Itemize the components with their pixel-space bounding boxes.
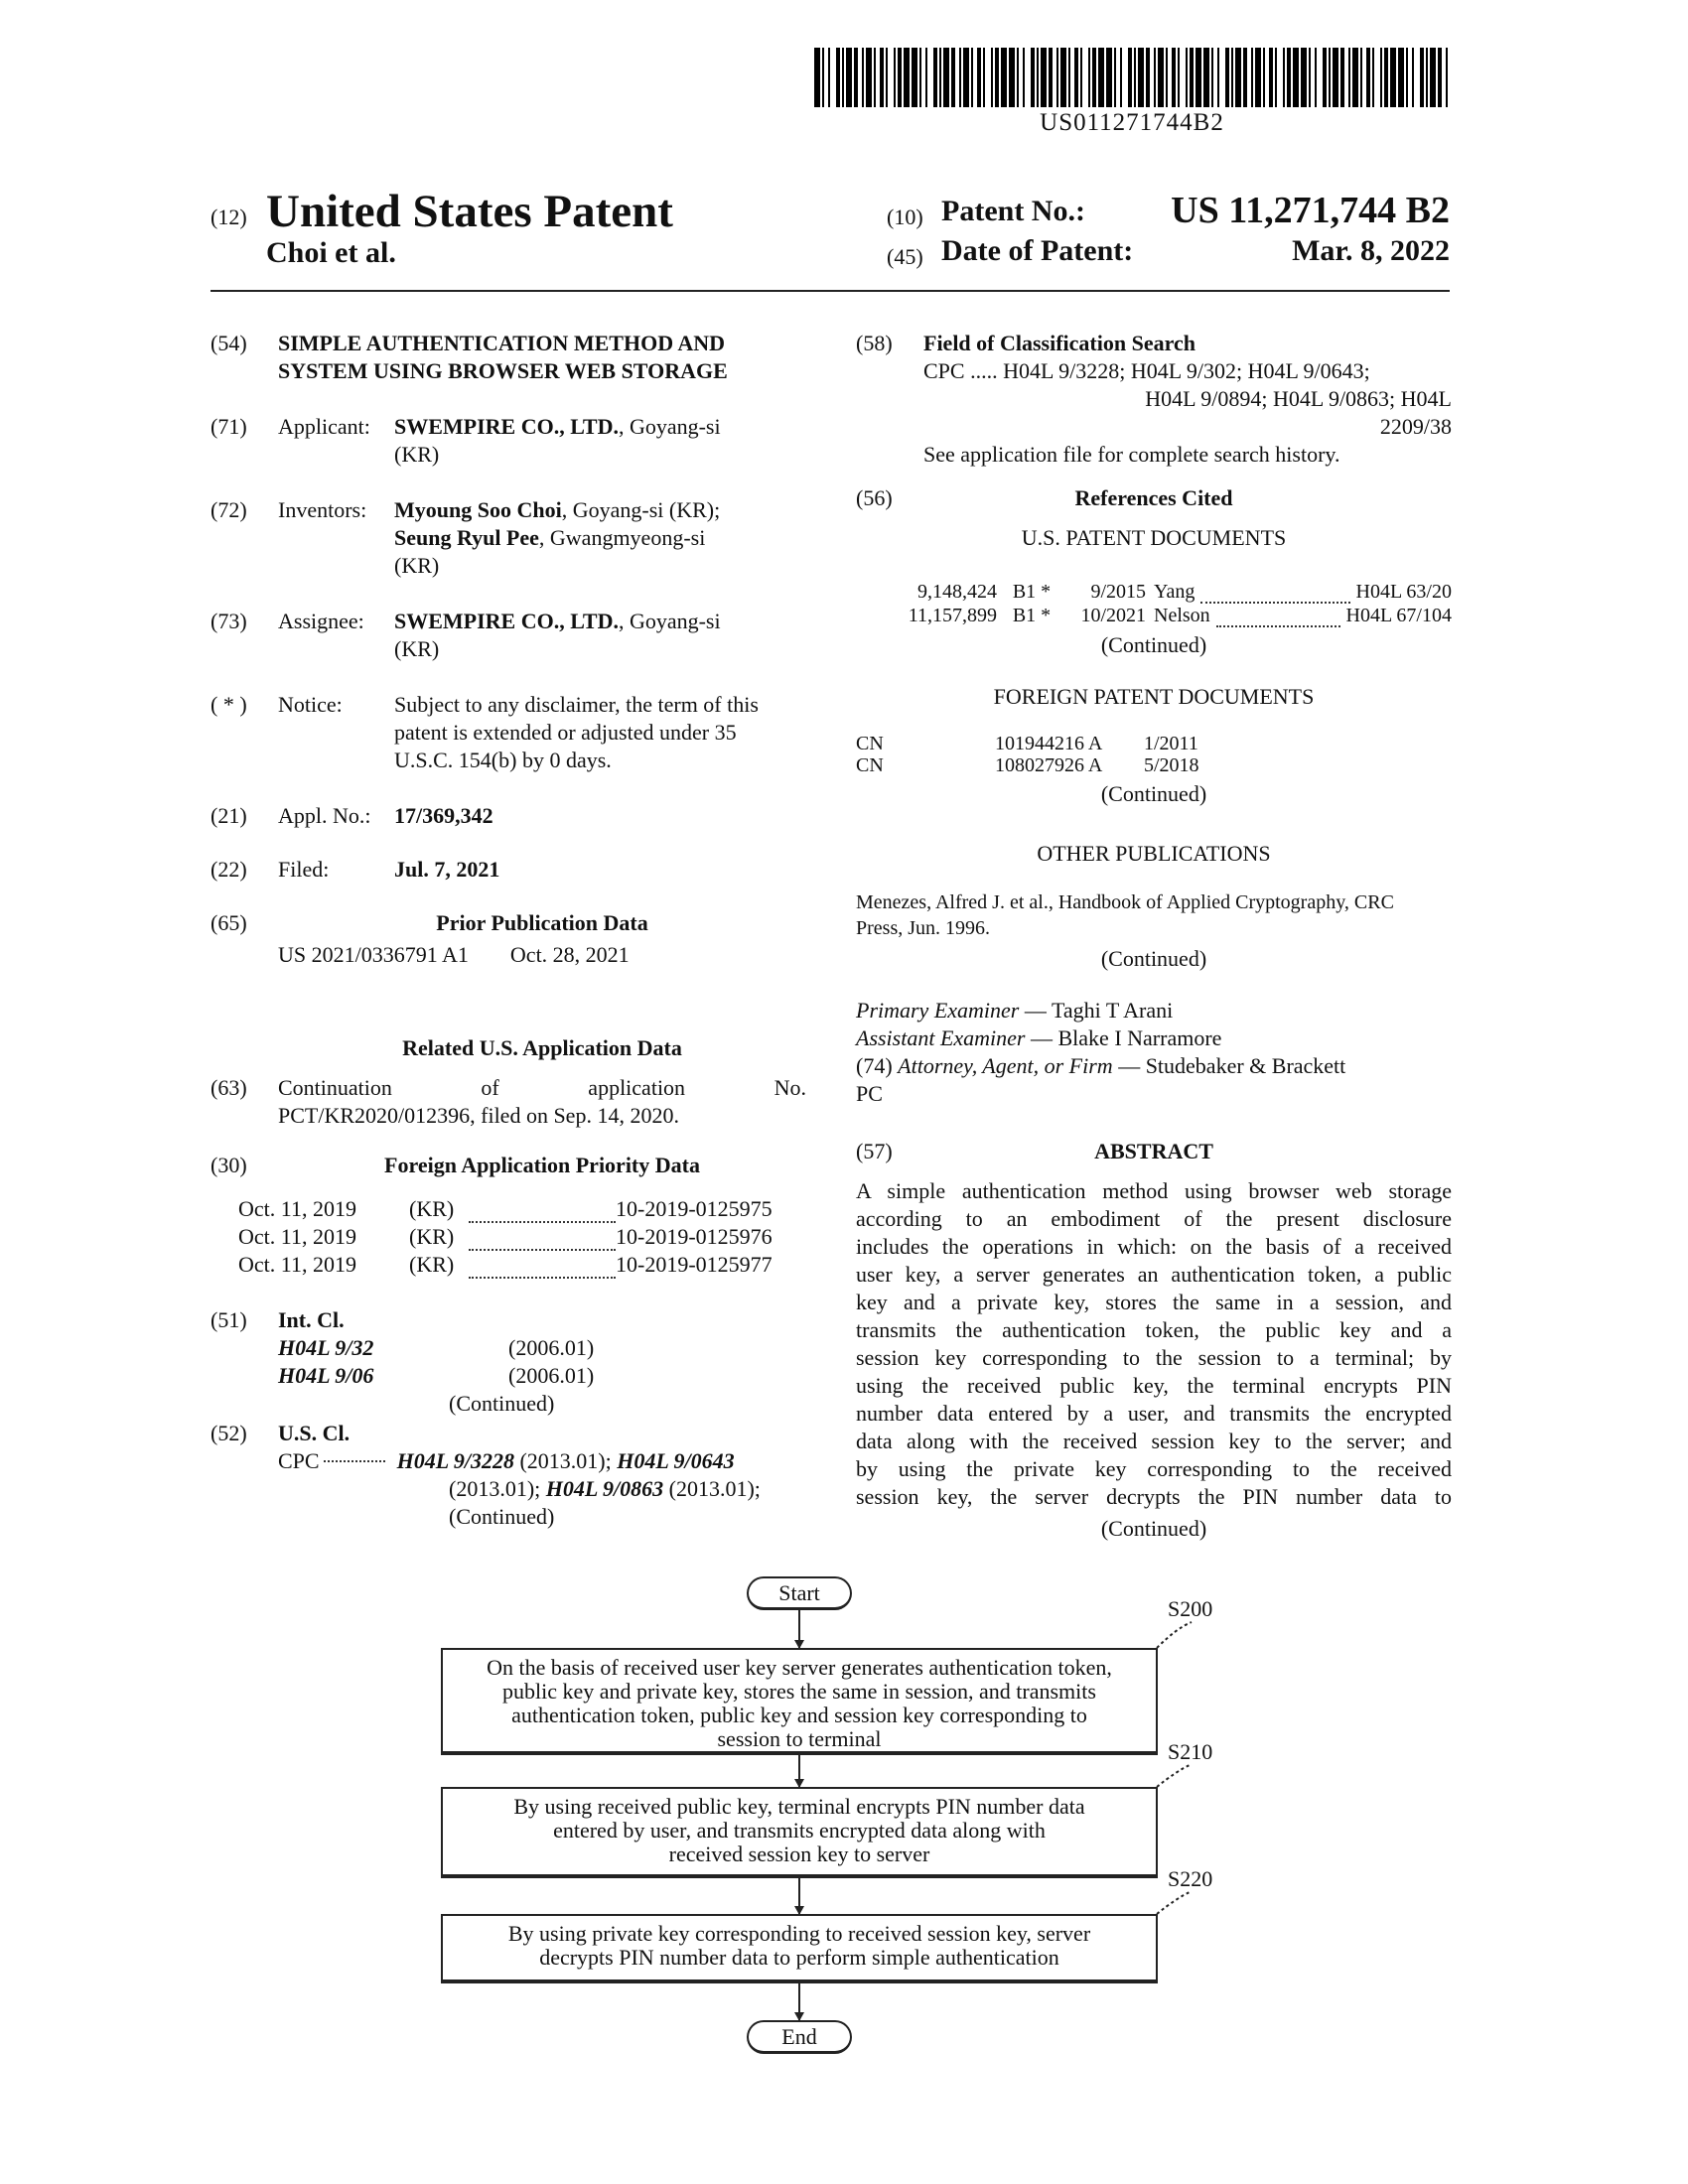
us-cl-section: (52) U.S. Cl. CPC H04L 9/3228 (2013.01); H04L 9/0643 (2013.01); H04L 9/0863 (2013.01); (Continued) — [211, 1421, 761, 1529]
foreign-priority-section: (30) Foreign Application Priority Data — [211, 1153, 700, 1177]
date-value: Mar. 8, 2022 — [1292, 234, 1450, 267]
abstract-heading: ABSTRACT — [1094, 1139, 1213, 1163]
related-heading: Related U.S. Application Data — [402, 1035, 682, 1060]
us-reference-row: 11,157,899 B1 * 10/2021 Nelson H04L 67/104 — [908, 605, 1452, 626]
int-cl-class: H04L 9/06 — [278, 1363, 374, 1388]
other-publications: Menezes, Alfred J. et al., Handbook of Applied Cryptography, CRC Press, Jun. 1996. (Continued) — [856, 891, 1394, 971]
priority-row: Oct. 11, 2019 (KR) 10-2019-0125975 — [238, 1196, 773, 1221]
inventor-2: Seung Ryul Pee — [394, 525, 539, 550]
abstract-text: A simple authentication method using browser web storage according to an embodiment of the present disclosure includes the operations in which: on the basis of a received user key, a server generates an authentication token, a public key and a private key, stores the same in a session, and transmits the authentication token, the public key and a session key corresponding to the session to a terminal; by using the received public key, the terminal encrypts PIN number data entered by a user, and transmits the encrypted data along with the received session key to the server; and by using the private key corresponding to the received session key, the server decrypts the PIN number data to — [856, 1178, 1452, 1509]
applicant-name: SWEMPIRE CO., LTD. — [394, 414, 619, 439]
us-reference-row: 9,148,424 B1 * 9/2015 Yang H04L 63/20 — [917, 581, 1452, 603]
step-s220-box: By using private key corresponding to received session key, server decrypts PIN number data to perform simple authentication — [441, 1914, 1158, 1983]
abstract-section: (57) ABSTRACT — [856, 1138, 1452, 1165]
step-s210-label: S210 — [1168, 1739, 1213, 1764]
document-title: United States Patent — [266, 186, 673, 237]
barcode-number: US011271744B2 — [1040, 109, 1224, 136]
title-section: (54) SIMPLE AUTHENTICATION METHOD AND SYSTEM USING BROWSER WEB STORAGE — [211, 330, 806, 385]
filed-date: (22) Filed: Jul. 7, 2021 — [211, 857, 500, 882]
step-s200-label: S200 — [1168, 1596, 1213, 1621]
step-s200-box: On the basis of received user key server generates authentication token, public key and private key, stores the same in session, and transmits authentication token, public key and session key corresponding to session to terminal — [441, 1648, 1158, 1755]
flowchart-end: End — [747, 2020, 852, 2054]
foreign-reference-list: CN 101944216 A 1/2011 CN 108027926 A 5/2018 (Continued) — [856, 733, 1452, 808]
foreign-docs-heading: FOREIGN PATENT DOCUMENTS — [993, 684, 1315, 709]
flowchart-start: Start — [747, 1576, 852, 1610]
us-reference-list: 9,148,424 B1 * 9/2015 Yang H04L 63/20 11,157,899 B1 * 10/2021 Nelson H04L 67/104 (Continued) — [856, 580, 1452, 659]
examiners: Primary Examiner — Taghi T Arani Assistant Examiner — Blake I Narramore (74) Attorney, Agent, or Firm — Studebaker & Brackett PC — [856, 998, 1346, 1106]
inventor-1: Myoung Soo Choi — [394, 497, 562, 522]
priority-row: Oct. 11, 2019 (KR) 10-2019-0125976 — [238, 1224, 773, 1249]
foreign-reference-row: CN 108027926 A 5/2018 — [856, 754, 1199, 776]
notice-section: ( * ) Notice: Subject to any disclaimer, the term of this patent is extended or adjusted under 35 U.S.C. 154(b) by 0 days. — [211, 692, 759, 772]
step-s210-box: By using received public key, terminal encrypts PIN number data entered by user, and transmits encrypted data along with received session key to server — [441, 1787, 1158, 1878]
prior-publication: (65) Prior Publication Data US 2021/0336791 A1 Oct. 28, 2021 — [211, 909, 806, 969]
step-s220-label: S220 — [1168, 1866, 1213, 1891]
priority-row: Oct. 11, 2019 (KR) 10-2019-0125977 — [238, 1252, 773, 1277]
applicant-section: (71) Applicant: SWEMPIRE CO., LTD., Goyang-si (KR) — [211, 414, 721, 467]
references-cited: (56) References Cited U.S. PATENT DOCUMENTS — [856, 485, 1287, 550]
date-code: (45) — [887, 244, 923, 269]
date-label: Date of Patent: — [941, 234, 1134, 267]
patent-no-value: US 11,271,744 B2 — [1171, 190, 1450, 231]
inventors-section: (72) Inventors: Myoung Soo Choi, Goyang-si (KR); Seung Ryul Pee, Gwangmyeong-si (KR) — [211, 497, 721, 578]
title-line-1: SIMPLE AUTHENTICATION METHOD AND — [278, 331, 726, 355]
int-cl-class: H04L 9/32 — [278, 1335, 374, 1360]
continuation-section: (63) Continuation of application No. PCT/KR2020/012396, filed on Sep. 14, 2020. — [211, 1075, 806, 1128]
other-publications-heading: OTHER PUBLICATIONS — [1037, 841, 1271, 866]
patent-no-code: (10) — [887, 205, 923, 229]
inventor-short: Choi et al. — [266, 236, 396, 269]
prior-publication-heading: Prior Publication Data — [436, 910, 648, 935]
application-number: (21) Appl. No.: 17/369,342 — [211, 803, 493, 828]
int-cl-section: (51) Int. Cl. H04L 9/32 (2006.01) H04L 9/06 (2006.01) (Continued) — [211, 1307, 595, 1416]
foreign-reference-row: CN 101944216 A 1/2011 — [856, 733, 1198, 754]
assignee-section: (73) Assignee: SWEMPIRE CO., LTD., Goyang-si (KR) — [211, 609, 721, 661]
field-of-search: (58) Field of Classification Search CPC ..... H04L 9/3228; H04L 9/302; H04L 9/0643; H04L 9/0894; H04L 9/0863; H04L 2209/38 See application file for complete search history. — [856, 331, 1452, 467]
patent-no-label: Patent No.: — [941, 195, 1085, 227]
assignee-name: SWEMPIRE CO., LTD. — [394, 609, 619, 633]
title-line-2: SYSTEM USING BROWSER WEB STORAGE — [278, 358, 728, 383]
document-kind-code: (12) — [211, 205, 247, 229]
abstract-continued: (Continued) — [1100, 1516, 1207, 1541]
